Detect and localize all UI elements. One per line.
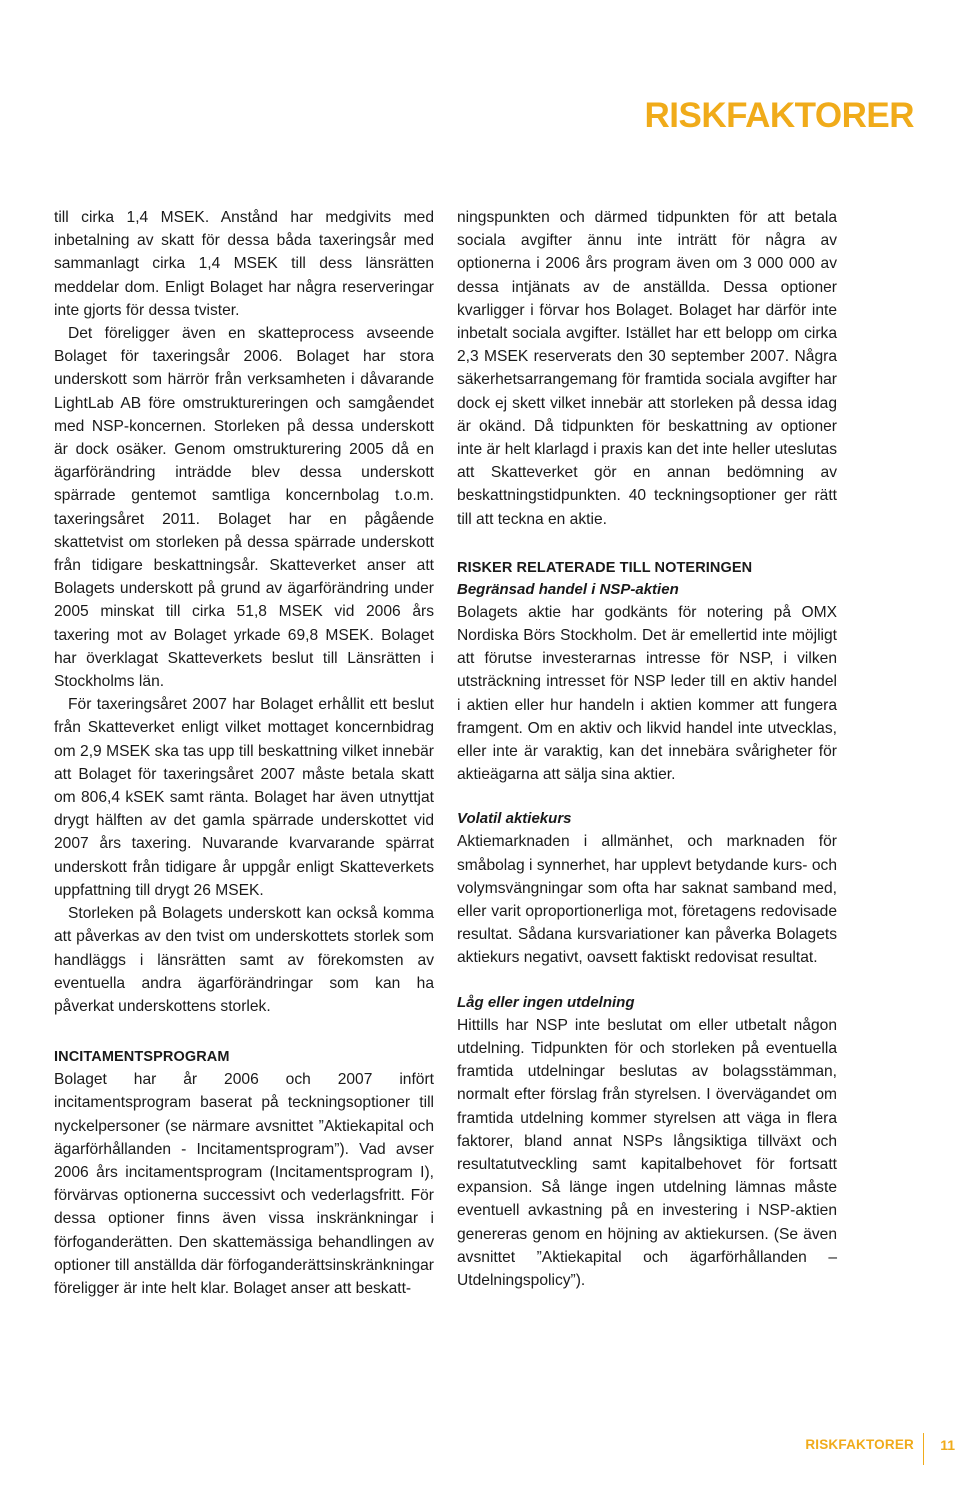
body-paragraph: ningspunkten och därmed tidpunkten för att betala sociala avgifter ännu inte inträtt för några av optionerna i 2006 års program även om 3 000 000 av dessa intjänats av de anställda. Dessa optioner kvarligger i förvar hos Bolaget. Bolaget har därför inte inbetalt sociala avgifter. Istället har ett belopp om cirka 2,3 MSEK reserverats den 30 september 2007. Några säkerhetsarrangemang för framtida sociala avgifter har dock ej skett vilket innebär att storleken på dessa idag är okänd. Då tidpunkten för beskattning av optioner inte är helt klarlagd i praxis kan det inte heller uteslutas att Skatteverket gör en annan bedömning av beskattningstidpunkten. 40 teckningsoptioner ger rätt till att teckna en aktie. xyxy=(457,209,837,528)
footer-divider xyxy=(923,1433,924,1465)
body-paragraph: För taxeringsåret 2007 har Bolaget erhållit ett beslut från Skatteverket enligt vilket mottaget koncernbidrag om 2,9 MSEK ska tas upp till beskattning vilket innebär att Bolaget för taxeringsåret 2007 måste betala skatt om 806,4 kSEK samt ränta. Bolaget har även utnyttjat drygt hälften av det gamla spärrade underskottet vid 2007 års taxering. Nuvarande kvarvarande spärrat underskott från tidigare år uppgår enligt Skatteverkets uppfattning till drygt 26 MSEK. xyxy=(54,696,434,899)
spacer xyxy=(457,531,837,557)
subheading-volatil-aktiekurs: Volatil aktiekurs xyxy=(457,810,572,828)
subheading-begransad-handel: Begränsad handel i NSP-aktien xyxy=(457,580,679,598)
section-heading-incitamentsprogram: INCITAMENTSPROGRAM xyxy=(54,1049,230,1066)
body-paragraph: Storleken på Bolagets underskott kan också komma att påverkas av den tvist om underskottets storlek som handläggs i länsrätten samt av förekomsten av eventuella andra ägarförändringar som kan ha påverkat underskottens storlek. xyxy=(54,905,434,1015)
spacer xyxy=(457,786,837,808)
spacer xyxy=(54,1018,434,1046)
section-heading-risker-noteringen: RISKER RELATERADE TILL NOTERINGEN xyxy=(457,559,753,576)
left-column xyxy=(54,206,434,1300)
body-paragraph: till cirka 1,4 MSEK. Anstånd har medgivits med inbetalning av skatt för dessa båda taxeringsår med sammanlagt cirka 1,4 MSEK till dess länsrätten meddelar dom. Enligt Bolaget har några reserveringar inte gjorts för dessa tvister. xyxy=(54,209,434,319)
body-paragraph: Bolaget har år 2006 och 2007 infört incitamentsprogram baserat på teckningsoptioner till nyckelpersoner (se närmare avsnittet ”Aktiekapital och ägarförhållanden - Incitamentsprogram”). Vad avser 2006 års incitamentsprogram (Incitamentsprogram I), förvärvas optionerna successivt och vederlagsfritt. För dessa optioner finns även vissa inskränkningar i förfoganderätten. Den skattemässiga behandlingen av optioner till anställda där förfoganderättsinskränkningar föreligger är inte helt klar. Bolaget anser att beskatt- xyxy=(54,1071,434,1297)
footer-section-label: RISKFAKTORER xyxy=(805,1437,914,1452)
page-title: RISKFAKTORER xyxy=(644,96,914,135)
page-footer xyxy=(660,1425,960,1465)
subheading-lag-utdelning: Låg eller ingen utdelning xyxy=(457,993,635,1011)
body-paragraph: Aktiemarknaden i allmänhet, och marknaden för småbolag i synnerhet, har upplevt betydande kurs- och volymsvängningar som ofta har saknat samband med, eller varit oproportionerliga mot, företagens redovisade resultat. Sådana kursvariationer kan påverka Bolagets aktiekurs negativt, oavsett faktiskt redovisat resultat. xyxy=(457,833,837,967)
spacer xyxy=(457,970,837,992)
page-number: 11 xyxy=(940,1437,955,1453)
right-column xyxy=(457,206,837,1292)
body-paragraph: Hittills har NSP inte beslutat om eller utbetalt någon utdelning. Tidpunkten för och storleken på eventuella framtida utdelningar beslutas av bolagsstämman, normalt efter förslag från styrelsen. I övervägandet om framtida utdelning kommer styrelsen att väga in flera faktorer, bland annat NSPs långsiktiga tillväxt och resultatutveckling samt kapitalbehovet för fortsatt expansion. Så länge ingen utdelning lämnas måste eventuell avkastning på en investering i NSP-aktien genereras genom en höjning av aktiekursen. (Se även avsnittet ”Aktiekapital och ägarförhållanden – Utdelningspolicy”). xyxy=(457,1016,837,1289)
body-paragraph: Bolagets aktie har godkänts för notering på OMX Nordiska Börs Stockholm. Det är emellertid inte möjligt att förutse investerarnas intresse för NSP, i vilken utsträckning intresset för NSP leder till en aktiv handel i aktien eller hur handeln i aktien kommer att fungera framgent. Om en aktiv och likvid handel inte utvecklas, eller inte är varaktig, kan det innebära svårigheter för aktieägarna att sälja sina aktier. xyxy=(457,603,837,784)
body-paragraph: Det föreligger även en skatteprocess avseende Bolaget för taxeringsår 2006. Bolaget har stora underskott som härrör från verksamheten i dåvarande LightLab AB före omstruktureringen och samgåendet med NSP-koncernen. Storleken på dessa underskott är dock osäker. Genom omstrukturering 2005 då en ägarförändring inträdde blev dessa underskott spärrade gentemot samtliga koncernbolag t.o.m. taxeringsåret 2011. Bolaget har en pågående skattetvist om storleken på dessa spärrade underskott från tidigare beskattningsår. Skatteverket anser att Bolagets underskott på grund av ägarförändring under 2005 minskat till cirka 51,8 MSEK vid 2006 års taxering mot av Bolaget yrkade 69,8 MSEK. Bolaget har överklagat Skatteverkets beslut till Länsrätten i Stockholms län. xyxy=(54,325,434,691)
